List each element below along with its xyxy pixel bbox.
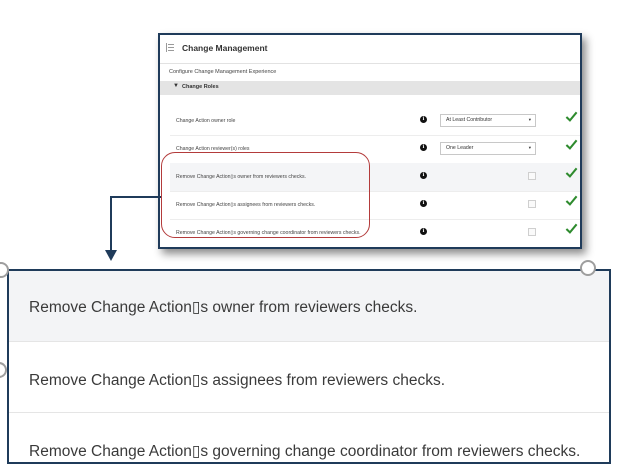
checkmark-icon (565, 222, 578, 235)
setting-label: Remove Change Action▯s owner from reviewers checks. (176, 174, 307, 180)
section-label: Change Roles (182, 84, 219, 90)
menu-collapse-icon[interactable] (166, 43, 174, 52)
zoom-row-label: Remove Change Action▯s owner from reviewers checks. (29, 299, 418, 316)
remove-assignees-checkbox[interactable] (528, 200, 536, 208)
owner-role-select[interactable] (440, 114, 536, 127)
checkmark-icon (565, 110, 578, 123)
info-icon[interactable]: i (420, 172, 427, 179)
select-value: At Least Contributor (446, 117, 493, 123)
panel-subtitle: Configure Change Management Experience (169, 69, 277, 75)
collapse-triangle-icon[interactable]: ▼ (173, 83, 179, 89)
callout-highlight-oval (161, 152, 370, 238)
resize-handle-icon (580, 260, 596, 276)
zoomed-detail-panel (7, 269, 611, 464)
setting-label: Remove Change Action▯s assignees from reviewers checks. (176, 202, 316, 208)
remove-owner-checkbox[interactable] (528, 172, 536, 180)
panel-header (160, 35, 580, 64)
setting-label: Change Action owner role (176, 118, 236, 124)
zoom-row-label: Remove Change Action▯s governing change coordinator from reviewers checks. (29, 443, 581, 460)
info-icon[interactable]: i (420, 144, 427, 151)
zoom-row-remove-coordinator[interactable] (9, 413, 609, 464)
zoom-row-label: Remove Change Action▯s assignees from reviewers checks. (29, 372, 446, 389)
chevron-down-icon: ▾ (528, 145, 531, 150)
arrow-down-icon (105, 250, 117, 261)
select-value: One Leader (446, 145, 474, 151)
remove-coordinator-checkbox[interactable] (528, 228, 536, 236)
zoom-row-remove-assignees[interactable] (9, 342, 609, 413)
info-icon[interactable]: i (420, 200, 427, 207)
connector-line (110, 196, 161, 198)
checkmark-icon (565, 166, 578, 179)
setting-row-owner-role (170, 107, 580, 136)
panel-title: Change Management (182, 43, 268, 53)
chevron-down-icon: ▾ (528, 117, 531, 122)
reviewer-roles-select[interactable] (440, 142, 536, 155)
checkmark-icon (565, 194, 578, 207)
checkmark-icon (565, 138, 578, 151)
info-icon[interactable]: i (420, 116, 427, 123)
zoom-row-remove-owner[interactable] (9, 271, 609, 342)
section-change-roles[interactable] (160, 81, 580, 95)
setting-label: Change Action reviewer(s) roles (176, 146, 250, 152)
info-icon[interactable]: i (420, 228, 427, 235)
connector-line (110, 196, 112, 251)
resize-handle-icon (0, 362, 7, 378)
setting-label: Remove Change Action▯s governing change coordinator from reviewers checks. (176, 230, 361, 236)
